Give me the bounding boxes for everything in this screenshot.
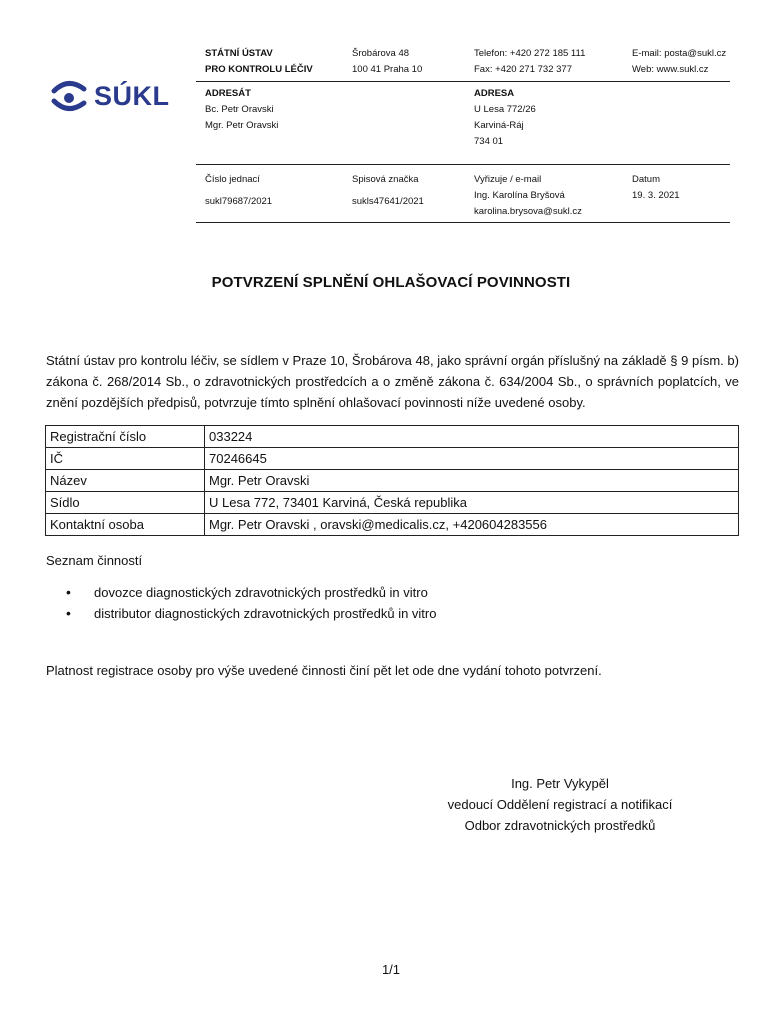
table-label: Kontaktní osoba — [46, 514, 205, 536]
activities-heading: Seznam činností — [46, 553, 143, 568]
table-row — [46, 448, 739, 470]
table-label: IČ — [46, 448, 205, 470]
table-row — [46, 514, 739, 536]
sukl-logo — [48, 76, 188, 116]
institution-address: Šrobárova 48 100 41 Praha 10 — [352, 48, 423, 75]
table-value: 033224 — [205, 426, 739, 448]
table-row — [46, 470, 739, 492]
list-item: • distributor diagnostických zdravotnických prostředků in vitro — [62, 603, 436, 624]
intro-paragraph: Státní ústav pro kontrolu léčiv, se sídlem v Praze 10, Šrobárova 48, jako správní orgán příslušný na základě § 9 písm. b) zákona č. 268/2014 Sb., o zdravotnických prostředcích a o změně zákona č. 634/2004 Sb., o správních poplatcích, ve znění pozdějších předpisů, potvrzuje tímto splnění ohlašovací povinnosti níže uvedené osoby. — [46, 353, 739, 410]
table-label: Sídlo — [46, 492, 205, 514]
recipient-address-block: ADRESA U Lesa 772/26 Karviná-Ráj 734 01 — [474, 88, 536, 147]
signature-block — [400, 773, 720, 836]
file-reference: Spisová značka sukls47641/2021 — [352, 174, 424, 207]
table-value: Mgr. Petr Oravski , oravski@medicalis.cz, +420604283556 — [205, 514, 739, 536]
handler-info: Vyřizuje / e-mail Ing. Karolína Bryšová karolina.brysova@sukl.cz — [474, 174, 582, 217]
table-row — [46, 426, 739, 448]
sukl-logo-text: SÚKL — [94, 80, 170, 111]
table-value: U Lesa 772, 73401 Karviná, Česká republika — [205, 492, 739, 514]
institution-contact: E-mail: posta@sukl.cz Web: www.sukl.cz — [632, 48, 727, 75]
registration-table — [45, 425, 739, 536]
signatory-role: vedoucí Oddělení registrací a notifikací — [447, 797, 673, 812]
document-date: Datum 19. 3. 2021 — [632, 174, 680, 201]
activities-list — [62, 582, 436, 624]
signatory-department: Odbor zdravotnických prostředků — [464, 818, 656, 833]
reference-divider — [196, 222, 730, 223]
recipient-block: ADRESÁT Bc. Petr Oravski Mgr. Petr Oravski — [205, 88, 279, 131]
table-value: Mgr. Petr Oravski — [205, 470, 739, 492]
institution-name: STÁTNÍ ÚSTAV PRO KONTROLU LÉČIV — [205, 48, 313, 75]
reference-number: Číslo jednací sukl79687/2021 — [205, 174, 273, 207]
validity-statement: Platnost registrace osoby pro výše uvedené činnosti činí pět let ode dne vydání tohoto potvrzení. — [46, 663, 602, 678]
table-value: 70246645 — [205, 448, 739, 470]
address-divider — [196, 164, 730, 165]
table-row — [46, 492, 739, 514]
signatory-name: Ing. Petr Vykypěl — [511, 776, 609, 791]
table-label: Registrační číslo — [46, 426, 205, 448]
list-item: • dovozce diagnostických zdravotnických prostředků in vitro — [62, 582, 436, 603]
sukl-logo-icon — [48, 79, 90, 113]
header-divider — [196, 81, 730, 82]
table-label: Název — [46, 470, 205, 492]
page-number: 1/1 — [381, 962, 401, 977]
institution-phone: Telefon: +420 272 185 111 Fax: +420 271 732 377 — [474, 48, 586, 75]
document-title: POTVRZENÍ SPLNĚNÍ OHLAŠOVACÍ POVINNOSTI — [211, 274, 571, 291]
